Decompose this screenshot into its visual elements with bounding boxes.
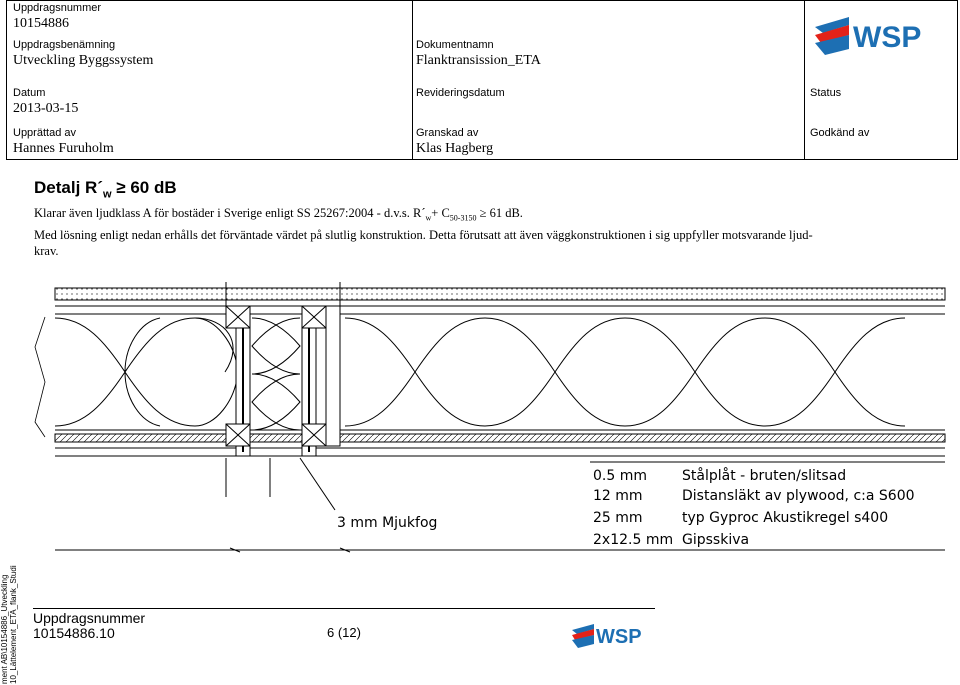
datum-label: Datum	[13, 87, 46, 99]
callout-mjukfog: 3 mm Mjukfog	[337, 515, 438, 531]
svg-text:WSP: WSP	[596, 626, 642, 648]
page-number: 6 (12)	[327, 625, 361, 640]
construction-detail-drawing	[0, 262, 960, 562]
footer-uppdragsnummer-value: 10154886.10	[33, 625, 115, 641]
svg-text:WSP: WSP	[853, 21, 922, 54]
footer-wsp-logo	[570, 620, 660, 655]
document-header	[6, 0, 958, 160]
uppdragsnummer-value: 10154886	[13, 16, 69, 31]
side-path-text: ment AB\10154886_Utveckling 10_Lättelement_ETA_flank_Studi	[0, 565, 18, 684]
granskad-label: Granskad av	[416, 127, 479, 139]
uppdragsbenamning-value: Utveckling Byggssystem	[13, 53, 154, 68]
dokumentnamn-label: Dokumentnamn	[416, 39, 494, 51]
legend-dim: 2x12.5 mm	[593, 532, 674, 548]
footer-uppdragsnummer-label: Uppdragsnummer	[33, 610, 146, 626]
datum-value: 2013-03-15	[13, 101, 79, 116]
uppdragsbenamning-label: Uppdragsbenämning	[13, 39, 116, 51]
godkand-label: Godkänd av	[810, 127, 870, 139]
granskad-value: Klas Hagberg	[416, 141, 494, 156]
legend-desc: Gipsskiva	[682, 532, 750, 548]
body-line-1: Klarar även ljudklass A för bostäder i Sverige enligt SS 25267:2004 - d.v.s. $R´_w+ C_{50-3150} \ge 61$ dB.	[34, 206, 523, 223]
dokumentnamn-value: Flanktransission_ETA	[416, 53, 541, 68]
upprattad-value: Hannes Furuholm	[13, 141, 114, 156]
upprattad-label: Upprättad av	[13, 127, 76, 139]
body-line-2: Med lösning enligt nedan erhålls det förväntade värdet på slutlig konstruktion. Detta förutsatt att även väggkonstruktionen i sig uppfyller motsvarande ljud-	[34, 228, 813, 242]
detail-title: Detalj $R´_w \ge 60$ dB	[34, 178, 177, 201]
legend-desc: Distansläkt av plywood, c:a S600	[682, 488, 915, 504]
wsp-logo	[813, 11, 953, 66]
legend-dim: 12 mm	[593, 488, 643, 504]
revideringsdatum-label: Revideringsdatum	[416, 87, 505, 99]
body-line-3: krav.	[34, 244, 59, 258]
header-divider	[412, 1, 413, 159]
legend-dim: 25 mm	[593, 510, 643, 526]
legend-desc: Stålplåt - bruten/slitsad	[682, 468, 847, 484]
header-divider	[804, 1, 805, 159]
footer-rule	[33, 608, 655, 609]
legend-dim: 0.5 mm	[593, 468, 647, 484]
material-legend	[593, 467, 915, 548]
status-label: Status	[810, 87, 842, 99]
legend-desc: typ Gyproc Akustikregel s400	[682, 510, 889, 526]
uppdragsnummer-label: Uppdragsnummer	[13, 2, 102, 14]
